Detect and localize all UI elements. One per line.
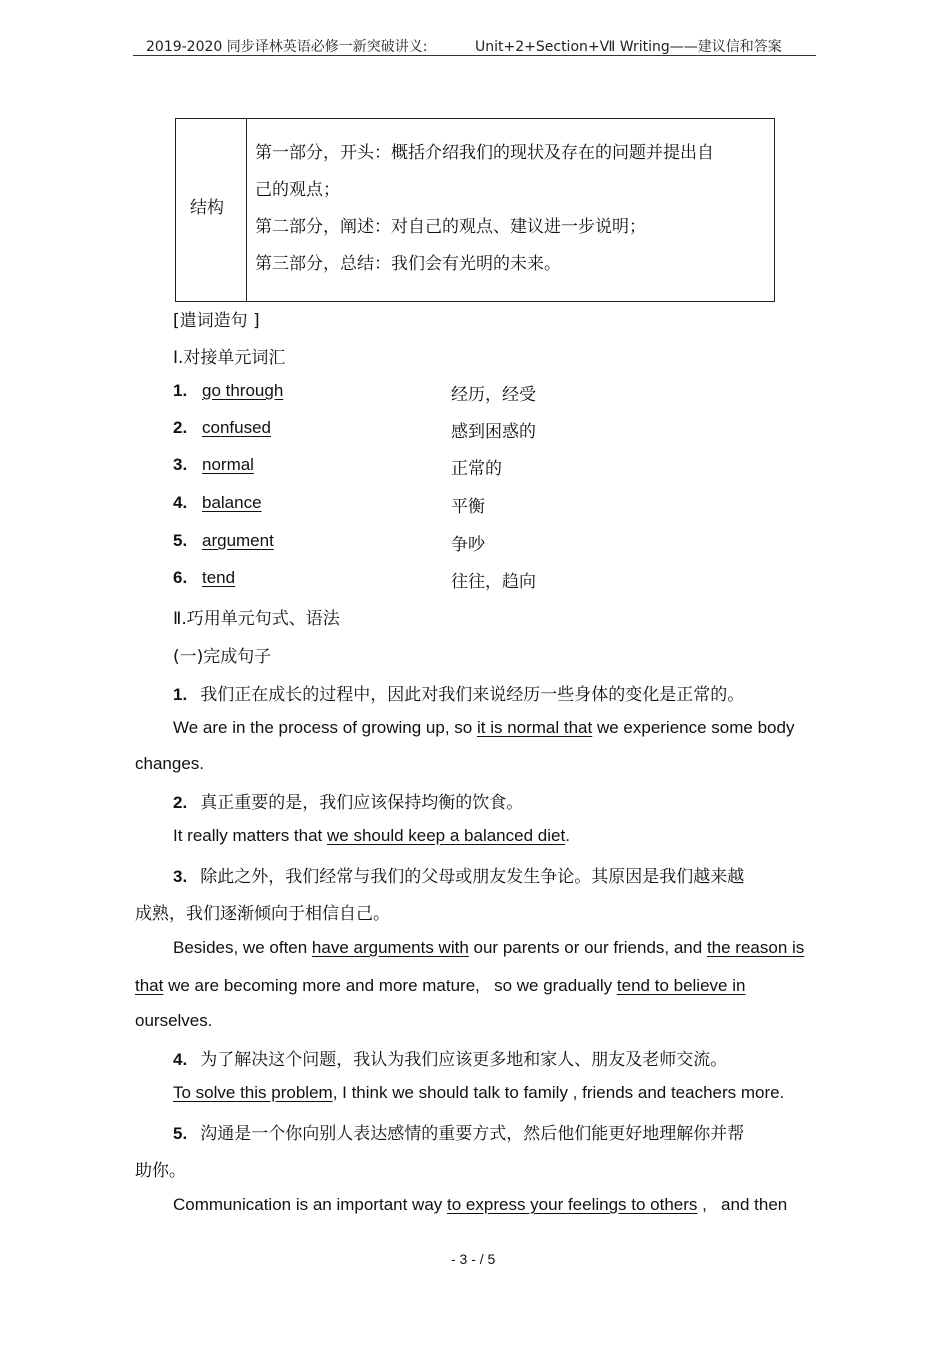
sentence-5-english: Communication is an important way to express your feelings to others , and then bbox=[173, 1195, 788, 1214]
answer-blank: that bbox=[135, 976, 164, 995]
answer-blank: to express your feelings to others bbox=[447, 1195, 698, 1214]
vocab-number: 5. bbox=[173, 531, 188, 550]
vocab-english: balance bbox=[202, 493, 262, 512]
table-line: 第二部分，阐述：对自己的观点、建议进一步说明； bbox=[255, 217, 646, 237]
sentence-5-chinese: 5. 沟通是一个你向别人表达感情的重要方式，然后他们能更好地理解你并帮 bbox=[173, 1124, 745, 1144]
answer-blank: we should keep a balanced diet bbox=[327, 826, 566, 845]
sentence-3-english-cont: that we are becoming more and more mature, so we gradually tend to believe in bbox=[135, 976, 746, 995]
answer-blank: have arguments with bbox=[311, 938, 469, 957]
vocab-english: argument bbox=[202, 531, 274, 550]
page-number: - 3 - / 5 bbox=[451, 1251, 496, 1267]
answer-blank: To solve this problem bbox=[173, 1083, 333, 1102]
vocab-english: go through bbox=[202, 381, 284, 400]
answer-blank: the reason is bbox=[706, 938, 805, 957]
sentence-3-chinese: 3. 除此之外，我们经常与我们的父母或朋友发生争论。其原因是我们越来越 bbox=[173, 867, 745, 887]
sentence-1-english: We are in the process of growing up, so it is normal that we experience some body bbox=[173, 718, 795, 737]
table-label: 结构 bbox=[190, 198, 224, 218]
answer-blank: tend to believe in bbox=[616, 976, 746, 995]
table-line: 己的观点； bbox=[255, 180, 340, 200]
vocab-english: tend bbox=[202, 568, 236, 587]
vocab-number: 3. bbox=[173, 455, 188, 474]
section-tag: [遣词造句 ] bbox=[173, 311, 260, 331]
table-line: 第一部分，开头：概括介绍我们的现状及存在的问题并提出自 bbox=[255, 143, 714, 163]
sentence-2-english: It really matters that we should keep a balanced diet. bbox=[173, 826, 570, 845]
vocab-chinese: 正常的 bbox=[451, 459, 502, 479]
answer-blank: it is normal that bbox=[476, 718, 593, 737]
vocab-chinese: 经历，经受 bbox=[451, 385, 536, 405]
header-right: Unit+2+Section+Ⅶ Writing——建议信和答案 bbox=[475, 39, 782, 55]
vocab-number: 6. bbox=[173, 568, 188, 587]
sentence-2-chinese: 2. 真正重要的是，我们应该保持均衡的饮食。 bbox=[173, 793, 524, 813]
sub-title: (一)完成句子 bbox=[173, 647, 272, 667]
vocab-chinese: 争吵 bbox=[451, 535, 485, 555]
vocab-english: normal bbox=[202, 455, 254, 474]
header-left: 2019-2020 同步译林英语必修一新突破讲义: bbox=[146, 39, 428, 55]
sentence-4-english: To solve this problem, I think we should talk to family , friends and teachers more. bbox=[173, 1083, 785, 1102]
sentence-4-chinese: 4. 为了解决这个问题，我认为我们应该更多地和家人、朋友及老师交流。 bbox=[173, 1050, 728, 1070]
sentence-1-chinese: 1. 我们正在成长的过程中，因此对我们来说经历一些身体的变化是正常的。 bbox=[173, 685, 745, 705]
vocab-chinese: 感到困惑的 bbox=[451, 422, 536, 442]
vocab-chinese: 往往，趋向 bbox=[451, 572, 536, 592]
table-line: 第三部分，总结：我们会有光明的未来。 bbox=[255, 254, 561, 274]
vocab-chinese: 平衡 bbox=[451, 497, 485, 517]
part2-title: Ⅱ.巧用单元句式、语法 bbox=[173, 609, 340, 629]
sentence-5-chinese-cont: 助你。 bbox=[135, 1161, 186, 1181]
structure-table bbox=[175, 118, 775, 302]
sentence-3-english-end: ourselves. bbox=[135, 1011, 213, 1030]
vocab-number: 2. bbox=[173, 418, 188, 437]
vocab-english: confused bbox=[202, 418, 271, 437]
sentence-1-english-cont: changes. bbox=[135, 754, 204, 773]
sentence-3-chinese-cont: 成熟，我们逐渐倾向于相信自己。 bbox=[135, 904, 390, 924]
vocab-number: 1. bbox=[173, 381, 188, 400]
part1-title: Ⅰ.对接单元词汇 bbox=[173, 348, 286, 368]
table-divider bbox=[246, 119, 247, 301]
vocab-number: 4. bbox=[173, 493, 188, 512]
sentence-3-english: Besides, we often have arguments with our parents or our friends, and the reason is bbox=[173, 938, 805, 957]
header-rule bbox=[133, 55, 816, 56]
